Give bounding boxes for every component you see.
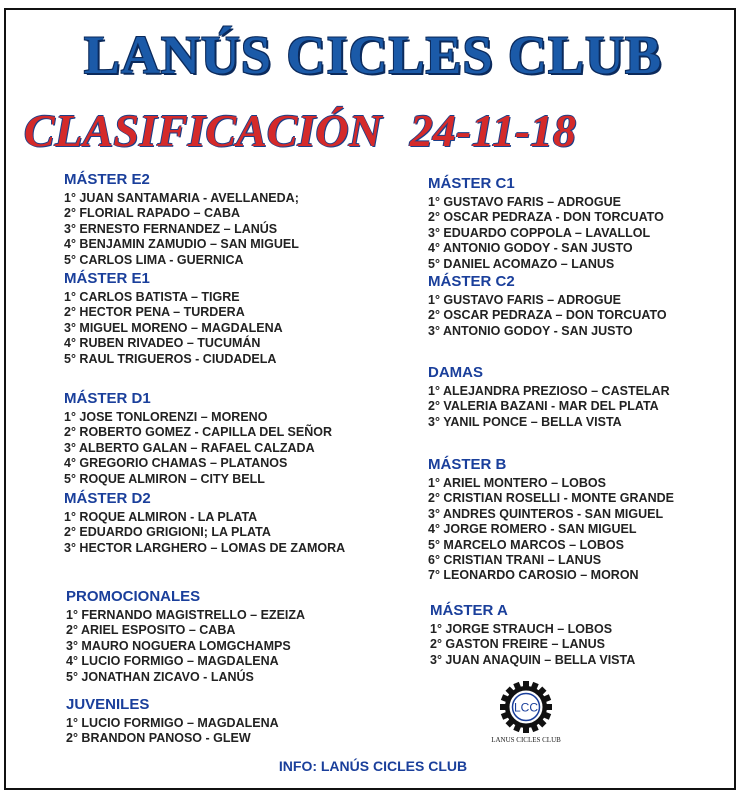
result-row: 1° JORGE STRAUCH – LOBOS [430, 622, 613, 636]
page-subtitle [24, 104, 724, 157]
section-master-e2 [64, 171, 299, 268]
result-row: 1° JOSE TONLORENZI – MORENO [64, 410, 268, 424]
page-title: LANÚS CICLES CLUB [83, 25, 663, 85]
result-row: 3° HECTOR LARGHERO – LOMAS DE ZAMORA [64, 540, 346, 555]
result-row: 3° MAURO NOGUERA LOMGCHAMPS [66, 638, 291, 653]
result-row: 5° MARCELO MARCOS – LOBOS [428, 537, 624, 552]
result-row: 1° ARIEL MONTERO – LOBOS [428, 476, 606, 490]
section-juveniles [66, 696, 279, 747]
result-row: 1° LUCIO FORMIGO – MAGDALENA [66, 716, 279, 730]
result-row: 2° ARIEL ESPOSITO – CABA [66, 623, 236, 638]
result-row: 1° CARLOS BATISTA – TIGRE [64, 290, 240, 304]
result-row: 1° FERNANDO MAGISTRELLO – EZEIZA [66, 608, 306, 622]
result-row: 2° BRANDON PANOSO - GLEW [66, 731, 251, 746]
result-row: 4° BENJAMIN ZAMUDIO – SAN MIGUEL [64, 237, 299, 252]
result-row: 3° EDUARDO COPPOLA – LAVALLOL [428, 225, 651, 240]
result-row: 5° DANIEL ACOMAZO – LANUS [428, 256, 615, 271]
category-heading: MÁSTER E2 [64, 171, 150, 188]
category-heading: DAMAS [428, 364, 483, 381]
category-heading: MÁSTER C1 [428, 175, 515, 192]
result-row: 3° ALBERTO GALAN – RAFAEL CALZADA [64, 440, 315, 455]
result-row: 1° ROQUE ALMIRON - LA PLATA [64, 510, 258, 524]
section-damas [428, 364, 670, 430]
result-row: 5° RAUL TRIGUEROS - CIUDADELA [64, 351, 277, 366]
result-row: 2° EDUARDO GRIGIONI; LA PLATA [64, 525, 271, 540]
section-master-d1 [64, 390, 332, 487]
section-master-c1 [428, 175, 664, 272]
result-row: 1° GUSTAVO FARIS – ADROGUE [428, 293, 621, 307]
section-master-d2 [64, 490, 345, 556]
result-row: 3° MIGUEL MORENO – MAGDALENA [64, 320, 283, 335]
category-heading: MÁSTER C2 [428, 273, 515, 290]
result-row: 3° ERNESTO FERNANDEZ – LANÚS [64, 221, 278, 236]
result-row: 4° ANTONIO GODOY - SAN JUSTO [428, 241, 633, 256]
result-row: 1° JUAN SANTAMARIA - AVELLANEDA; [64, 191, 299, 205]
result-row: 3° YANIL PONCE – BELLA VISTA [428, 414, 622, 429]
result-row: 3° ANDRES QUINTEROS - SAN MIGUEL [428, 506, 664, 521]
result-row: 4° JORGE ROMERO - SAN MIGUEL [428, 522, 637, 537]
section-promocionales [66, 588, 305, 685]
logo-initials: LCC [513, 700, 539, 715]
category-heading: MÁSTER A [430, 602, 508, 619]
gear-logo-icon [499, 680, 553, 734]
logo-caption: LANUS CICLES CLUB [491, 736, 561, 744]
result-row: 2° HECTOR PENA – TURDERA [64, 305, 245, 320]
footer-info: INFO: LANÚS CICLES CLUB [278, 758, 468, 774]
result-row: 4° GREGORIO CHAMAS – PLATANOS [64, 456, 288, 471]
result-row: 5° CARLOS LIMA - GUERNICA [64, 252, 244, 267]
result-row: 2° OSCAR PEDRAZA – DON TORCUATO [428, 308, 667, 323]
category-heading: MÁSTER D1 [64, 390, 151, 407]
club-logo [490, 680, 562, 744]
category-heading: MÁSTER E1 [64, 270, 150, 287]
subtitle-text: CLASIFICACIÓN [24, 105, 382, 156]
result-row: 4° LUCIO FORMIGO – MAGDALENA [66, 654, 279, 669]
section-master-e1 [64, 270, 283, 367]
category-heading: JUVENILES [66, 696, 150, 713]
category-heading: PROMOCIONALES [66, 588, 201, 605]
result-row: 2° VALERIA BAZANI - MAR DEL PLATA [428, 399, 659, 414]
result-row: 3° ANTONIO GODOY - SAN JUSTO [428, 323, 633, 338]
result-row: 1° ALEJANDRA PREZIOSO – CASTELAR [428, 384, 670, 398]
result-row: 5° JONATHAN ZICAVO - LANÚS [66, 669, 254, 684]
result-row: 3° JUAN ANAQUIN – BELLA VISTA [430, 652, 636, 667]
result-row: 6° CRISTIAN TRANI – LANUS [428, 553, 602, 568]
result-row: 7° LEONARDO CAROSIO – MORON [428, 568, 639, 583]
result-row: 5° ROQUE ALMIRON – CITY BELL [64, 471, 265, 486]
result-row: 1° GUSTAVO FARIS – ADROGUE [428, 195, 621, 209]
subtitle-date: 24-11-18 [409, 105, 577, 156]
result-row: 2° OSCAR PEDRAZA - DON TORCUATO [428, 210, 664, 225]
section-master-c2 [428, 273, 667, 339]
category-heading: MÁSTER D2 [64, 490, 151, 507]
section-master-b [428, 456, 674, 584]
result-row: 2° FLORIAL RAPADO – CABA [64, 206, 241, 221]
section-master-a [430, 602, 635, 668]
result-row: 2° GASTON FREIRE – LANUS [430, 637, 605, 652]
category-heading: MÁSTER B [428, 456, 507, 473]
result-row: 2° ROBERTO GOMEZ - CAPILLA DEL SEÑOR [64, 425, 332, 440]
result-row: 2° CRISTIAN ROSELLI - MONTE GRANDE [428, 491, 674, 506]
result-row: 4° RUBEN RIVADEO – TUCUMÁN [64, 336, 261, 351]
